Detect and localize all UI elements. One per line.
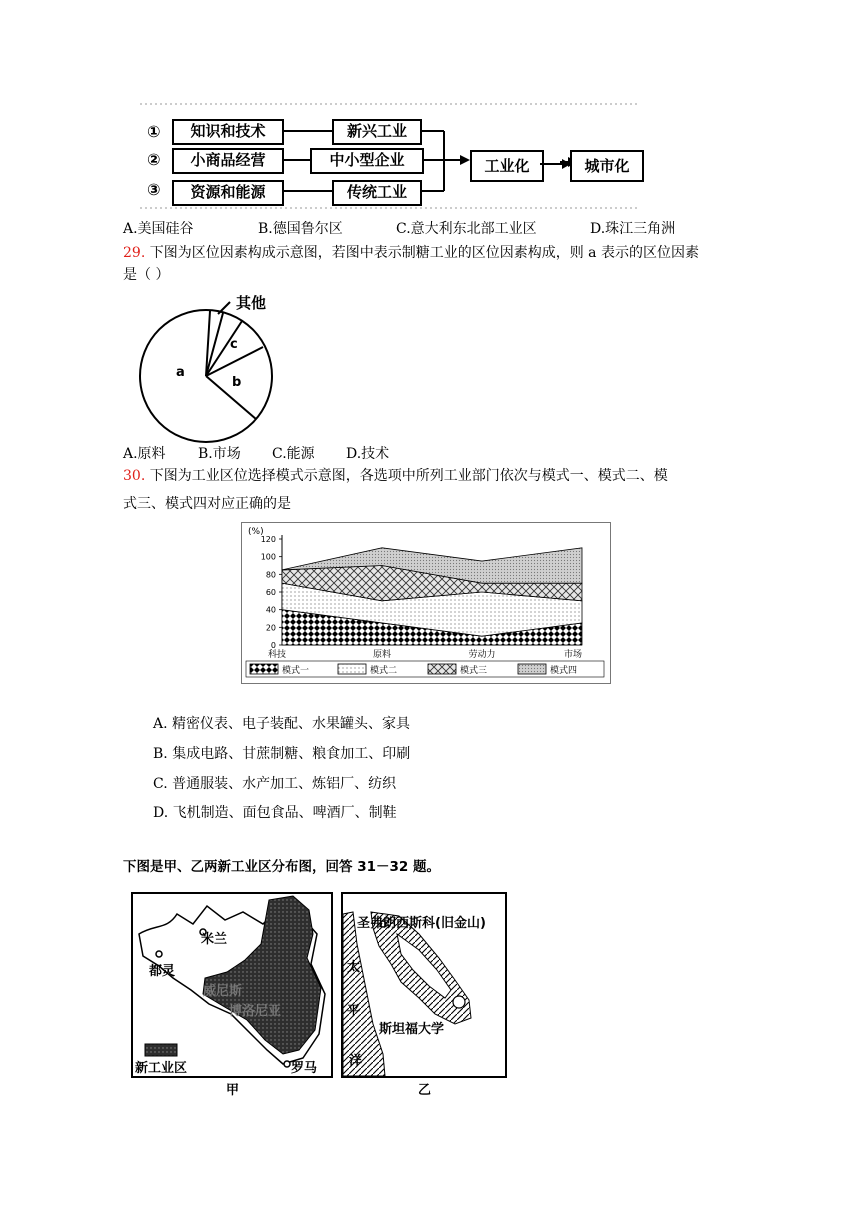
map-yi-ocean-3: 洋 <box>349 1054 363 1069</box>
q30-stem-line2: 式三、模式四对应正确的是 <box>123 496 291 512</box>
q29-option-d: D.技术 <box>346 446 390 462</box>
q29-stem-line2: 是（ ） <box>123 267 170 283</box>
y-tick-label: 40 <box>265 605 276 615</box>
marker-2: ② <box>147 150 161 169</box>
chart-ylabel: (%) <box>248 527 264 537</box>
q30-text: 下图为工业区位选择模式示意图，各选项中所列工业部门依次与模式一、模式二、模 <box>145 468 668 484</box>
map-jia-legend: 新工业区 <box>135 1061 188 1076</box>
q30-option-c: C. 普通服装、水产加工、炼铝厂、纺织 <box>153 776 397 792</box>
legend-label-1: 模式一 <box>282 666 310 676</box>
pie-label-c: c <box>230 337 238 352</box>
x-tick-label: 劳动力 <box>468 650 496 660</box>
box-knowledge-tech: 知识和技术 <box>172 119 284 145</box>
legend-swatch-3 <box>428 664 456 674</box>
map-jia <box>131 892 333 1078</box>
marker-3: ③ <box>147 180 161 199</box>
box-emerging-industry: 新兴工业 <box>332 119 422 145</box>
x-tick-label: 科技 <box>268 650 287 660</box>
legend-label-3: 模式三 <box>460 666 488 676</box>
q28-option-c: C.意大利东北部工业区 <box>396 221 537 237</box>
map-jia-region-venice: 威尼斯 <box>203 984 243 999</box>
map-jia-caption: 甲 <box>226 1083 240 1098</box>
box-urbanization: 城市化 <box>570 150 644 182</box>
q29-option-b: B.市场 <box>198 446 241 462</box>
q30-option-b: B. 集成电路、甘蔗制糖、粮食加工、印刷 <box>153 746 411 762</box>
q29-stem-line1 <box>123 243 699 263</box>
y-tick-label: 60 <box>265 588 276 597</box>
y-tick-label: 120 <box>260 535 276 544</box>
x-tick-label: 原料 <box>372 650 392 660</box>
pie-label-a: a <box>176 365 185 380</box>
q30-number: 30. <box>123 468 146 484</box>
map-yi <box>341 892 507 1078</box>
legend-swatch-4 <box>518 664 546 674</box>
pie-label-other: 其他 <box>236 294 267 312</box>
map-jia-city-milan: 米兰 <box>201 932 228 947</box>
pie-diagram <box>136 290 296 450</box>
y-tick-label: 20 <box>265 623 276 633</box>
q30-stem-line1 <box>123 466 668 486</box>
legend-swatch-1 <box>250 664 278 674</box>
legend-label-2: 模式二 <box>370 666 398 676</box>
x-tick-label: 市场 <box>563 650 582 660</box>
map-yi-ocean-1: 太 <box>347 960 361 975</box>
map-yi-ocean-2: 平 <box>347 1004 361 1019</box>
map-jia-city-rome: 罗马 <box>291 1061 318 1076</box>
q28-option-a: A.美国硅谷 <box>123 221 194 237</box>
q31-intro: 下图是甲、乙两新工业区分布图，回答 31－32 题。 <box>123 859 440 875</box>
box-resources-energy: 资源和能源 <box>172 180 284 206</box>
marker-1: ① <box>147 122 161 141</box>
box-traditional-industry: 传统工业 <box>332 180 422 206</box>
y-tick-label: 100 <box>260 552 276 562</box>
y-tick-label: 80 <box>265 570 276 580</box>
q28-option-b: B.德国鲁尔区 <box>258 221 343 237</box>
q29-option-c: C.能源 <box>272 446 315 462</box>
map-jia-city-turin: 都灵 <box>149 964 176 979</box>
q29-number: 29. <box>123 245 146 261</box>
q29-text: 下图为区位因素构成示意图，若图中表示制糖工业的区位因素构成，则 a 表示的区位因素 <box>145 245 699 261</box>
q28-option-d: D.珠江三角洲 <box>590 221 676 237</box>
box-sme: 中小型企业 <box>310 148 424 174</box>
map-jia-region-bologna: 博洛尼亚 <box>229 1004 282 1019</box>
map-yi-caption: 乙 <box>418 1083 432 1098</box>
pie-label-b: b <box>232 375 242 390</box>
legend-swatch-2 <box>338 664 366 674</box>
box-small-commodity: 小商品经营 <box>172 148 284 174</box>
map-yi-university: 斯坦福大学 <box>379 1022 445 1037</box>
box-industrialization: 工业化 <box>470 150 544 182</box>
arrow-to-urbanization <box>540 157 572 171</box>
area-chart <box>241 522 611 684</box>
y-tick-label: 0 <box>270 641 276 650</box>
q29-option-a: A.原料 <box>123 446 166 462</box>
legend-label-4: 模式四 <box>550 666 578 676</box>
area-chart-svg <box>242 523 610 683</box>
map-yi-city-sf: 圣弗朗西斯科(旧金山) <box>357 916 486 931</box>
q30-option-d: D. 飞机制造、面包食品、啤酒厂、制鞋 <box>153 805 397 821</box>
q30-option-a: A. 精密仪表、电子装配、水果罐头、家具 <box>153 716 411 732</box>
